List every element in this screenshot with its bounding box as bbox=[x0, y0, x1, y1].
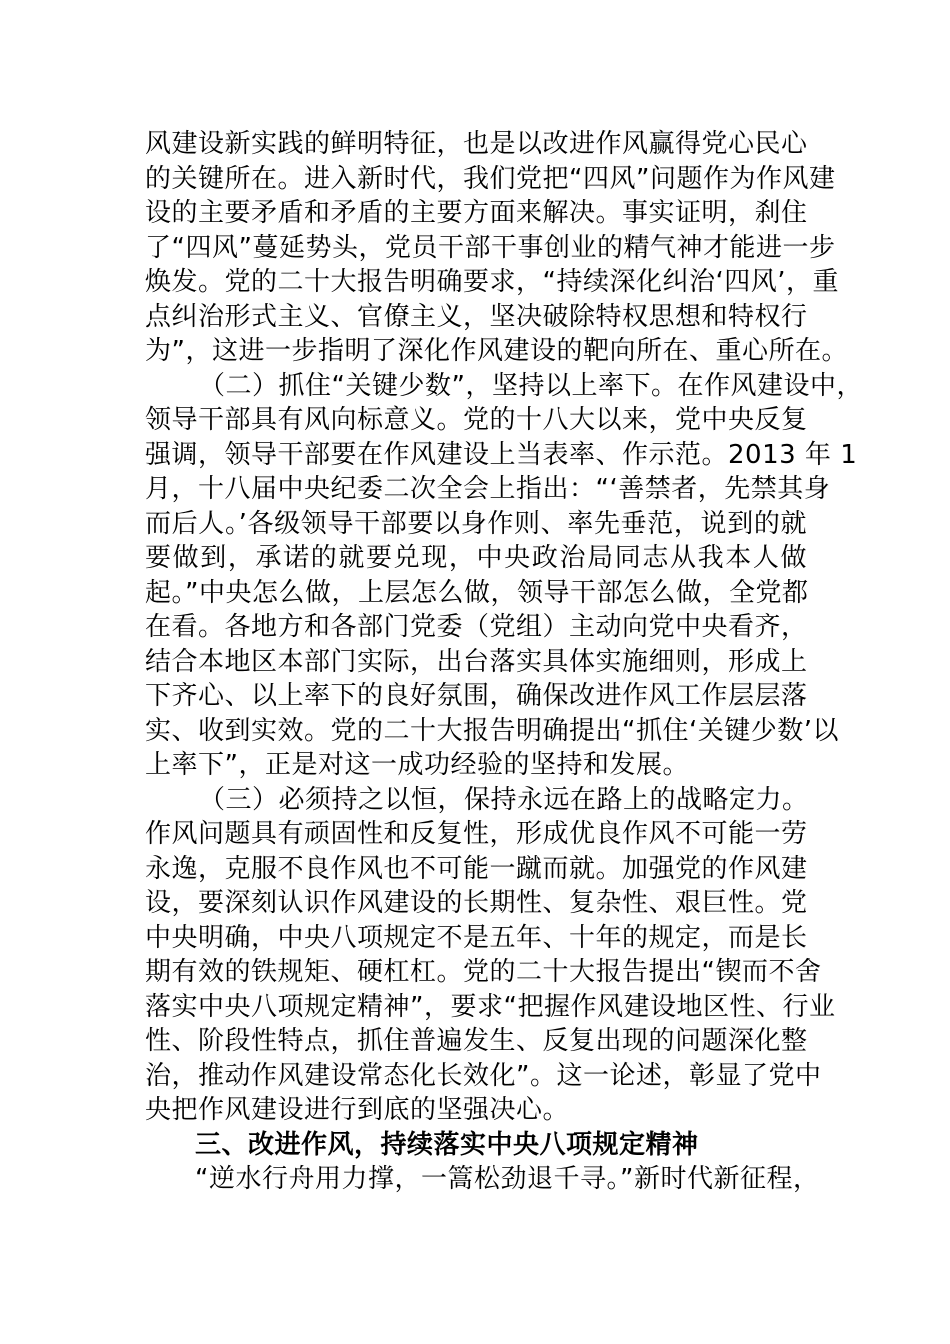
text-line: （二）抓住“关键少数”，坚持以上率下。在作风建设中， bbox=[199, 370, 863, 401]
text-line: （三）必须持之以恒，保持永远在路上的战略定力。 bbox=[199, 784, 809, 815]
text-line: 设的主要矛盾和矛盾的主要方面来解决。事实证明，刹住 bbox=[145, 198, 808, 228]
text-line: 设，要深刻认识作风建设的长期性、复杂性、艰巨性。党 bbox=[145, 888, 808, 918]
text-line: 月，十八届中央纪委二次全会上指出：“‘善禁者，先禁其身 bbox=[145, 474, 831, 504]
paragraph-1 bbox=[145, 127, 848, 369]
text-line: 上率下”，正是对这一成功经验的坚持和发展。 bbox=[145, 750, 689, 780]
text-line: 风建设新实践的鲜明特征，也是以改进作风赢得党心民心 bbox=[145, 129, 808, 159]
text-line: 永逸，克服不良作风也不可能一蹴而就。加强党的作风建 bbox=[145, 853, 808, 884]
text-line: 结合本地区本部门实际，出台落实具体实施细则，形成上 bbox=[145, 646, 808, 677]
text-line: 点纠治形式主义、官僚主义，坚决破除特权思想和特权行 bbox=[145, 301, 808, 332]
section-heading bbox=[145, 1128, 807, 1163]
text-line: 在看。各地方和各部门党委（党组）主动向党中央看齐， bbox=[145, 612, 808, 642]
text-line: 的关键所在。进入新时代，我们党把“四风”问题作为作风建 bbox=[145, 163, 836, 194]
text-line: 央把作风建设进行到底的坚强决心。 bbox=[145, 1095, 570, 1125]
paragraph-3 bbox=[145, 783, 836, 1128]
text-line: 中央明确，中央八项规定不是五年、十年的规定，而是长 bbox=[145, 922, 808, 953]
text-line: 起。”中央怎么做，上层怎么做，领导干部怎么做，全党都 bbox=[145, 577, 809, 608]
text-line: 治，推动作风建设常态化长效化”。这一论述，彰显了党中 bbox=[145, 1060, 822, 1091]
text-line: 期有效的铁规矩、硬杠杠。党的二十大报告提出“锲而不舍 bbox=[145, 957, 822, 987]
text-line: 性、阶段性特点，抓住普遍发生、反复出现的问题深化整 bbox=[145, 1026, 808, 1056]
text-line: 焕发。党的二十大报告明确要求，“持续深化纠治‘四风’，重 bbox=[145, 267, 839, 297]
text-line: 作风问题具有顽固性和反复性，形成优良作风不可能一劳 bbox=[145, 819, 808, 849]
text-line: 为”，这进一步指明了深化作风建设的靶向所在、重心所在。 bbox=[145, 336, 848, 366]
text-line: 强调，领导干部要在作风建设上当表率、作示范。2013 年 1 bbox=[145, 439, 858, 470]
text-line: 实、收到实效。党的二十大报告明确提出“抓住‘关键少数’以 bbox=[145, 715, 839, 746]
text-line: 了“四风”蔓延势头，党员干部干事创业的精气神才能进一步 bbox=[145, 232, 836, 263]
paragraph-4 bbox=[145, 1162, 820, 1197]
text-line: 而后人。’各级领导干部要以身作则、率先垂范，说到的就 bbox=[145, 508, 807, 539]
section-heading-text: 三、改进作风，持续落实中央八项规定精神 bbox=[195, 1129, 699, 1160]
text-line: 领导干部具有风向标意义。党的十八大以来，党中央反复 bbox=[145, 405, 808, 435]
text-line: 落实中央八项规定精神”，要求“把握作风建设地区性、行业 bbox=[145, 991, 836, 1022]
text-line: 下齐心、以上率下的良好氛围，确保改进作风工作层层落 bbox=[145, 681, 808, 711]
paragraph-2 bbox=[145, 369, 863, 783]
text-line: 要做到，承诺的就要兑现，中央政治局同志从我本人做 bbox=[145, 543, 807, 573]
text-line: “逆水行舟用力撑，一篙松劲退千寻。”新时代新征程， bbox=[195, 1164, 820, 1194]
document-body bbox=[145, 127, 863, 1197]
